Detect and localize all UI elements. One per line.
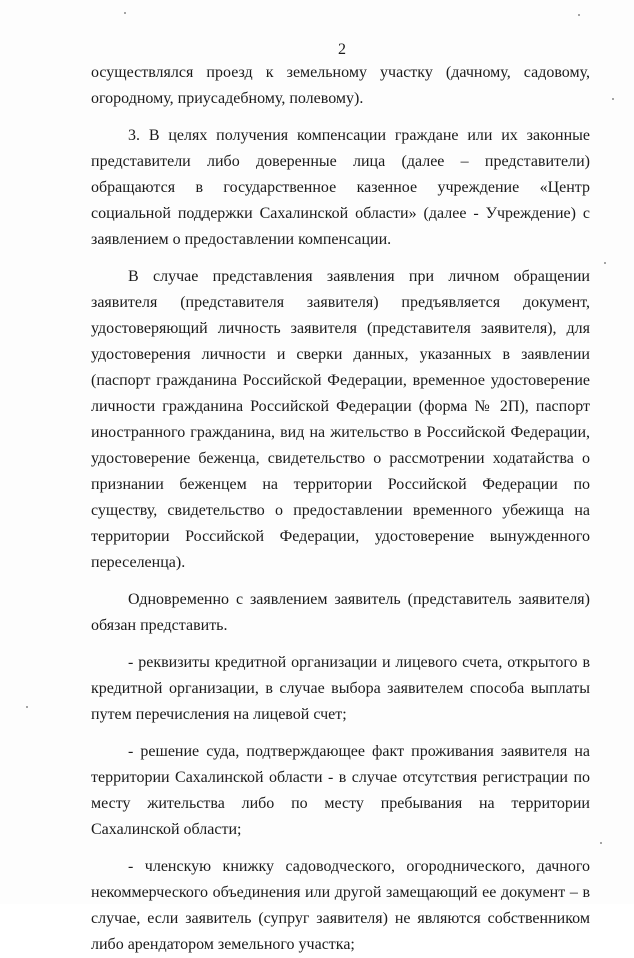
document-body [91, 60, 590, 958]
paragraph-item-3: 3. В целях получения компенсации граждане или их законные представители либо доверенные лица (далее – представители) обращаются в государственное казенное учреждение «Центр социальной поддержки Сахалинской области» (далее - Учреждение) с заявлением о предоставлении компенсации. [91, 127, 590, 248]
paragraph-identity-documents: В случае представления заявления при личном обращении заявителя (представителя заявителя) предъявляется документ, удостоверяющий личность заявителя (представителя заявителя), для удостоверения личности и сверки данных, указанных в заявлении (паспорт гражданина Российской Федерации, временное удостоверение личности гражданина Российской Федерации (форма № 2П), паспорт иностранного гражданина, вид на жительство в Российской Федерации, удостоверение беженца, свидетельство о рассмотрении ходатайства о признании беженцем на территории Российской Федерации по существу, свидетельство о предоставлении временного убежища на территории Российской Федерации, удостоверение вынужденного переселенца). [91, 268, 590, 571]
paragraph-required-documents-intro: Одновременно с заявлением заявитель (представитель заявителя) обязан представить. [91, 591, 590, 634]
list-item-membership-book: - членскую книжку садоводческого, огороднического, дачного некоммерческого объединения или другой замещающий ее документ – в случае, если заявитель (супруг заявителя) не являются собственником либо арендатором земельного участка; [91, 858, 590, 953]
scan-speck [26, 706, 28, 708]
scan-speck [578, 14, 580, 16]
page-number: 2 [338, 41, 346, 58]
paragraph-continuation: осуществлялся проезд к земельному участку (дачному, садовому, огородному, приусадебному, полевому). [91, 64, 590, 107]
list-item-bank-details: - реквизиты кредитной организации и лицевого счета, открытого в кредитной организации, в случае выбора заявителем способа выплаты путем перечисления на лицевой счет; [91, 654, 590, 723]
scan-speck [600, 842, 602, 844]
scan-speck [612, 98, 614, 100]
scan-speck [604, 262, 606, 264]
list-item-court-decision: - решение суда, подтверждающее факт проживания заявителя на территории Сахалинской области - в случае отсутствия регистрации по месту жительства либо по месту пребывания на территории Сахалинской области; [91, 743, 590, 838]
scan-speck [124, 12, 126, 14]
